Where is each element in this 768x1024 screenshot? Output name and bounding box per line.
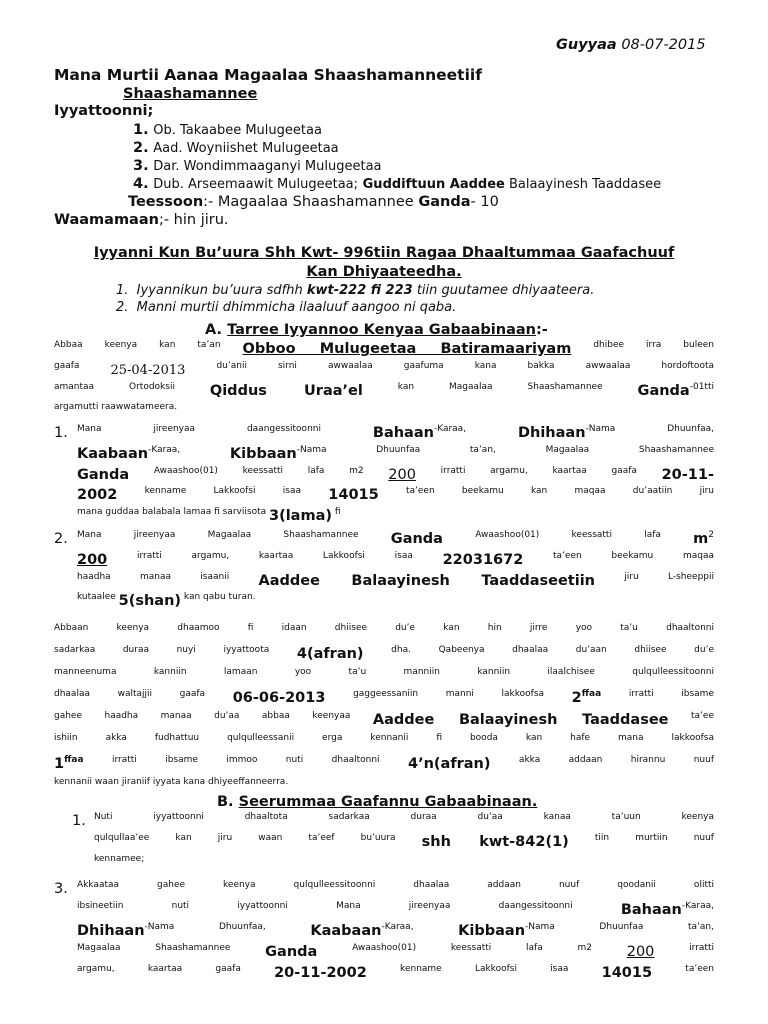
- paragraph-line: kennanii waan jiraniif iyyata kana dhiyeeffanneerra.: [54, 777, 289, 788]
- section-b-heading: B. Seerummaa Gaafannu Gabaabinaan.: [217, 794, 538, 810]
- date-line: [556, 37, 706, 53]
- list-number: 1.: [54, 425, 68, 441]
- list-item-line: Nuti iyyattoonni dhaaltota sadarkaa duraa du’aa kanaa ta’uun keenya: [94, 812, 714, 823]
- court-subtitle: Shaashamannee: [123, 86, 258, 102]
- date-value: 08-07-2015: [621, 37, 706, 53]
- list-item-line: $^{Mana jireenyaa Magaalaa Shaashamannee}$ Ganda $^{Awaashoo(01) keessatti lafa}$ $m^2$: [77, 530, 714, 547]
- applicant-item: 1. Ob. Takaabee Mulugeetaa: [133, 122, 322, 138]
- applicant-item: 2. Aad. Woyniishet Mulugeetaa: [133, 140, 339, 156]
- list-item-line: kennamee;: [94, 853, 145, 864]
- applicant-item: 4. Dub. Arseemaawit Mulugeetaa; Guddiftuun Aaddee Balaayinesh Taaddasee: [133, 176, 662, 192]
- paragraph-line: $^{dhaalaa waltajjii gaafa}$ 06-06-2013 $^{gaggeessaniin manni lakkoofsa}$ $2^{ffaa}$ $^{irratti ibsame}$: [54, 689, 714, 706]
- list-item-line: $^{kutaalee}$ 5(shan) $^{kan qabu turan.}$: [77, 592, 256, 610]
- case-title-line-2: Kan Dhiyaateedha.: [306, 264, 462, 280]
- list-number: 3.: [54, 881, 68, 898]
- case-title-line-1: Iyyanni Kun Bu’uura Shh Kwt- 996tiin Ragaa Dhaaltummaa Gaafachuuf: [93, 245, 675, 261]
- paragraph-line: $^{amantaa Ortodoksii}$ Qiddus Uraa’el $^{kan Magaalaa Shaashamannee}$ Ganda$^{-01tti}$: [54, 381, 714, 399]
- paragraph-line: Abbaan keenya dhaamoo fi idaan dhiisee du’e kan hin jirre yoo ta’u dhaaltonni: [54, 623, 714, 634]
- date-label: Guyyaa: [556, 37, 617, 53]
- list-item-line: Dhihaan$^{-Nama Dhuunfaa,}$ Kaabaan$^{-Karaa,}$ Kibbaan$^{-Nama Dhuunfaa ta’an,}$: [77, 922, 714, 939]
- respondent-line: Waamamaan;- hin jiru.: [54, 212, 229, 228]
- court-title: Mana Murtii Aanaa Magaalaa Shaashamanneetiif: [54, 66, 482, 84]
- case-note: 2. Manni murtii dhimmicha ilaaluuf aangoo ni qaba.: [116, 300, 457, 315]
- applicant-item: 3. Dar. Wondimmaaganyi Mulugeetaa: [133, 158, 382, 174]
- list-item-line: $^{ibsineetiin nuti iyyattoonni Mana jireenyaa daangessitoonni}$ Bahaan$^{-Karaa,}$: [77, 901, 714, 919]
- list-item-line: Akkaataa gahee keenya qulqulleessitoonni dhaalaa addaan nuuf qoodanii olitti: [77, 880, 714, 891]
- section-a-heading: A. Tarree Iyyannoo Kenyaa Gabaabinaan:-: [205, 322, 548, 338]
- address-line: Teessoon:- Magaalaa Shaashamannee Ganda- 10: [128, 194, 499, 210]
- paragraph-line: argamutti raawwatameera.: [54, 402, 178, 413]
- list-item-line: $^{argamu, kaartaa gaafa}$ 20-11-2002 $^{kenname Lakkoofsi isaa}$ 14015 $^{ta’een}$: [77, 963, 714, 981]
- paragraph-line: ishiin akka fudhattuu qulqulleessanii erga kennanii fi booda kan hafe mana lakkoofsa: [54, 733, 714, 744]
- paragraph-line: manneenuma kanniin lamaan yoo ta’u manniin kanniin ilaalchisee qulqulleessitoonni: [54, 667, 714, 678]
- list-item-line: Kaabaan$^{-Karaa,}$ Kibbaan$^{-Nama Dhuunfaa ta’an, Magaalaa Shaashamannee}$: [77, 444, 714, 462]
- case-note: 1. Iyyannikun bu’uura sdfhh kwt-222 fi 223 tiin guutamee dhiyaateera.: [116, 283, 595, 298]
- list-number: 1.: [72, 813, 86, 829]
- list-item-line: $^{Magaalaa Shaashamannee}$ Ganda $^{Awaashoo(01) keessatti lafa m2}$ 200 $^{irratti}$: [77, 942, 714, 960]
- list-item-line: $^{haadha manaa isaanii}$ Aaddee Balaayinesh Taaddaseetiin $^{jiru L-sheeppii}$: [77, 571, 714, 589]
- list-number: 2.: [54, 531, 68, 547]
- applicants-label: Iyyattoonni;: [54, 103, 154, 119]
- list-item-line: $^{Mana jireenyaa daangessitoonni}$ Bahaan$^{-Karaa,}$ Dhihaan$^{-Nama Dhuunfaa,}$: [77, 424, 715, 441]
- list-item-line: $^{qulqullaa’ee kan jiru waan ta’eef bu’uura}$ shh kwt-842(1) $^{tiin murtiin nuuf}$: [94, 832, 714, 850]
- paragraph-line: $1^{ffaa}$ $^{irratti ibsame immoo nuti dhaaltonni}$ 4’n(afran) $^{akka addaan hirannu nuuf}$: [54, 755, 714, 772]
- paragraph-line: $^{gahee haadha manaa du’aa abbaa keenyaa}$ Aaddee Balaayinesh Taaddasee $^{ta’ee}$: [54, 711, 714, 728]
- list-item-line: 200 $^{irratti argamu, kaartaa Lakkoofsi isaa}$ 22031672 $^{ta’een beekamu maqaa}$: [77, 550, 714, 568]
- paragraph-line: $^{gaafa}$ 25-04-2013 $^{du’anii sirni awwaalaa gaafuma kana bakka awwaalaa hordoftoota}$: [54, 360, 714, 378]
- list-item-line: $^{mana guddaa balabala lamaa fi sarviisota}$ 3(lama) $^{fi}$: [77, 507, 341, 525]
- paragraph-line: $^{sadarkaa duraa nuyi iyyattoota}$ 4(afran) $^{dha. Qabeenya dhaalaa du’aan dhiisee du’e}$: [54, 645, 714, 662]
- list-item-line: Ganda $^{Awaashoo(01) keessatti lafa m2}$ 200 $^{irratti argamu, kaartaa gaafa}$ 20-11-: [77, 465, 714, 483]
- list-item-line: 2002 $^{kenname Lakkoofsi isaa}$ 14015 $^{ta’een beekamu kan maqaa du’aatiin jiru}$: [77, 486, 715, 504]
- paragraph-line: $^{Abbaa keenya kan ta’an}$ Obboo Mulugeetaa Batiramaariyam $^{dhibee irra buleen}$: [54, 340, 714, 357]
